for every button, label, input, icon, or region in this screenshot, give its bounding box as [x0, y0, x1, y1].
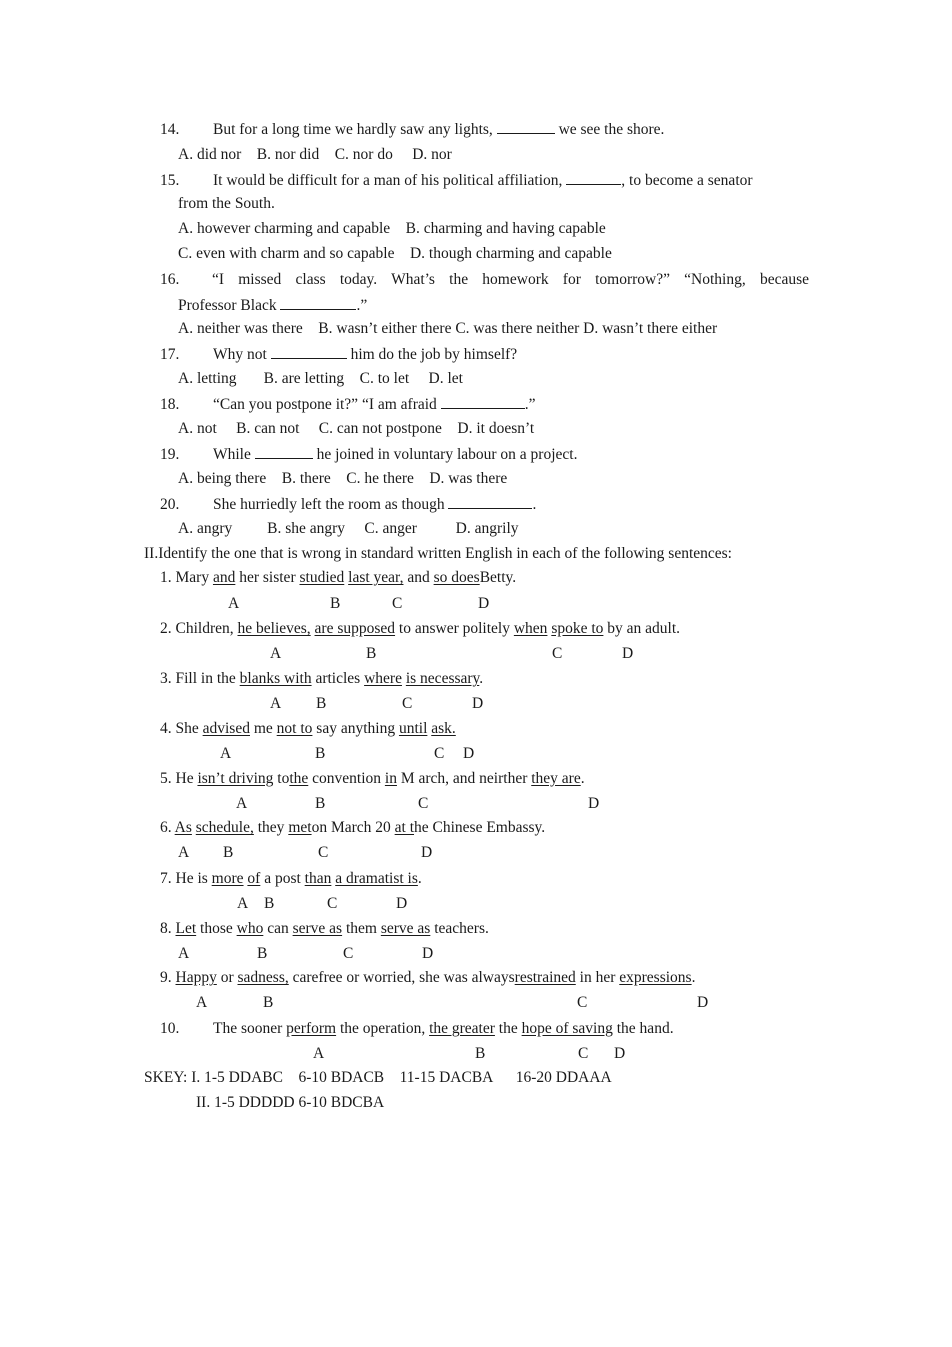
question-18-options: A. not B. can not C. can not postpone D. it doesn’t — [178, 420, 535, 437]
question-14-options: A. did nor B. nor did C. nor do D. nor — [178, 146, 452, 163]
option-label-d: D — [622, 645, 634, 662]
question-17: 17. Why not him do the job by himself? — [160, 346, 518, 363]
question-17-options: A. letting B. are letting C. to let D. let — [178, 370, 463, 387]
option-label-a: A — [196, 994, 208, 1011]
question-15: 15. It would be difficult for a man of his political affiliation, , to become a senator — [160, 172, 753, 189]
option-label-d: D — [396, 895, 408, 912]
option-label-a: A — [270, 695, 282, 712]
question-20: 20. She hurriedly left the room as though . — [160, 496, 537, 513]
question-14: 14. But for a long time we hardly saw any lights, we see the shore. — [160, 121, 665, 138]
option-label-c: C — [327, 895, 338, 912]
question-16: “I missed class today. What’s the homework for tomorrow?” “Nothing, because — [212, 271, 809, 288]
question-16-number: 16. — [160, 271, 180, 288]
option-label-a: A — [178, 945, 190, 962]
answer-key-line-1: SKEY: I. 1-5 DDABC 6-10 BDACB 11-15 DACBA 16-20 DDAAA — [144, 1069, 612, 1086]
sentence-6: 6. As schedule, they meton March 20 at the Chinese Embassy. — [160, 819, 546, 836]
answer-blank — [441, 394, 525, 409]
answer-blank — [271, 344, 347, 359]
option-label-c: C — [343, 945, 354, 962]
answer-blank — [255, 444, 313, 459]
option-label-c: C — [434, 745, 445, 762]
option-label-d: D — [614, 1045, 626, 1062]
question-16-continuation: Professor Black .” — [178, 297, 368, 314]
option-label-a: A — [178, 844, 190, 861]
option-label-c: C — [578, 1045, 589, 1062]
question-15-options-2: C. even with charm and so capable D. though charming and capable — [178, 245, 612, 262]
sentence-2: 2. Children, he believes, are supposed to answer politely when spoke to by an adult. — [160, 620, 681, 637]
sentence-3: 3. Fill in the blanks with articles where is necessary. — [160, 670, 484, 687]
option-label-a: A — [236, 795, 248, 812]
option-label-d: D — [422, 945, 434, 962]
option-label-d: D — [478, 595, 490, 612]
question-20-options: A. angry B. she angry C. anger D. angrily — [178, 520, 519, 537]
option-label-c: C — [318, 844, 329, 861]
option-label-c: C — [392, 595, 403, 612]
option-label-c: C — [577, 994, 588, 1011]
option-label-a: A — [270, 645, 282, 662]
option-label-b: B — [330, 595, 341, 612]
option-label-d: D — [421, 844, 433, 861]
question-18: 18. “Can you postpone it?” “I am afraid .” — [160, 396, 536, 413]
option-label-b: B — [264, 895, 275, 912]
option-label-d: D — [697, 994, 709, 1011]
option-label-c: C — [402, 695, 413, 712]
option-label-b: B — [263, 994, 274, 1011]
option-label-d: D — [588, 795, 600, 812]
answer-key-line-2: II. 1-5 DDDDD 6-10 BDCBA — [196, 1094, 385, 1111]
sentence-5: 5. He isn’t driving tothe convention in M arch, and neirther they are. — [160, 770, 585, 787]
sentence-1: 1. Mary and her sister studied last year, and so doesBetty. — [160, 569, 517, 586]
sentence-10: 10. The sooner perform the operation, the greater the hope of saving the hand. — [160, 1020, 674, 1037]
sentence-8: 8. Let those who can serve as them serve as teachers. — [160, 920, 489, 937]
option-label-a: A — [237, 895, 249, 912]
option-label-a: A — [228, 595, 240, 612]
question-19: 19. While he joined in voluntary labour on a project. — [160, 446, 578, 463]
option-label-d: D — [472, 695, 484, 712]
question-15-continuation: from the South. — [178, 195, 275, 212]
section-ii-heading: II.Identify the one that is wrong in standard written English in each of the following sentences: — [144, 545, 732, 562]
answer-blank — [497, 119, 555, 134]
option-label-b: B — [366, 645, 377, 662]
sentence-9: 9. Happy or sadness, carefree or worried, she was alwaysrestrained in her expressions. — [160, 969, 696, 986]
option-label-b: B — [316, 695, 327, 712]
question-15-options-1: A. however charming and capable B. charming and having capable — [178, 220, 606, 237]
question-19-options: A. being there B. there C. he there D. was there — [178, 470, 508, 487]
option-label-b: B — [257, 945, 268, 962]
answer-blank — [448, 494, 532, 509]
option-label-c: C — [418, 795, 429, 812]
option-label-c: C — [552, 645, 563, 662]
option-label-a: A — [220, 745, 232, 762]
option-label-d: D — [463, 745, 475, 762]
sentence-4: 4. She advised me not to say anything until ask. — [160, 720, 456, 737]
question-16-options: A. neither was there B. wasn’t either there C. was there neither D. wasn’t there either — [178, 320, 718, 337]
option-label-b: B — [315, 745, 326, 762]
option-label-a: A — [313, 1045, 325, 1062]
answer-blank — [566, 170, 621, 185]
option-label-b: B — [223, 844, 234, 861]
answer-blank — [280, 295, 356, 310]
sentence-7: 7. He is more of a post than a dramatist is. — [160, 870, 422, 887]
option-label-b: B — [475, 1045, 486, 1062]
option-label-b: B — [315, 795, 326, 812]
